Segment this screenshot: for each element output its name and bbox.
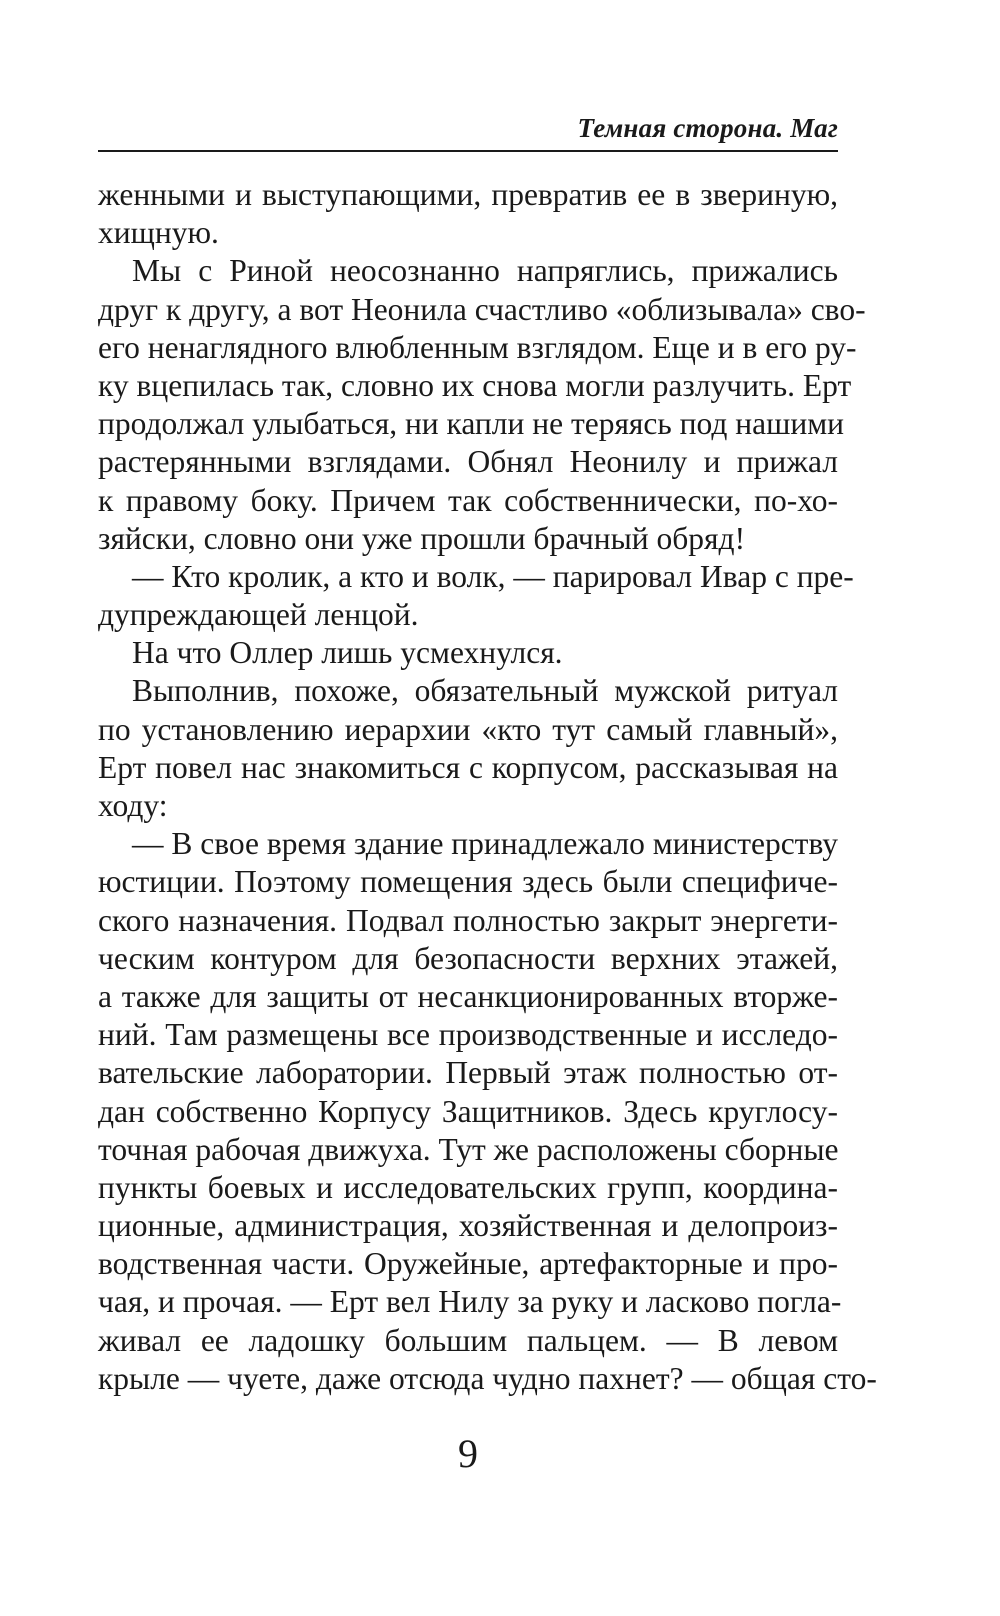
text-line: крыле — чуете, даже отсюда чудно пахнет? — общая сто- <box>98 1360 877 1396</box>
text-line: чая, и прочая. — Ерт вел Нилу за руку и ласково погла- <box>98 1284 842 1320</box>
text-line: дан собственно Корпусу Защитников. Здесь круглосу- <box>98 1093 838 1129</box>
text-line: его ненаглядного влюбленным взглядом. Еще и в его ру- <box>98 329 857 365</box>
text-line: На что Оллер лишь усмехнулся. <box>132 635 563 671</box>
header-rule <box>98 150 838 152</box>
text-line: к правому боку. Причем так собственнически, по-хо- <box>98 482 838 518</box>
text-line: Ерт повел нас знакомиться с корпусом, рассказывая на <box>98 749 838 785</box>
text-line: а также для защиты от несанкционированных вторже- <box>98 978 838 1014</box>
text-line: ческим контуром для безопасности верхних этажей, <box>98 940 838 976</box>
text-line: — Кто кролик, а кто и волк, — парировал Ивар с пре- <box>132 558 854 594</box>
text-line: хищную. <box>98 215 219 251</box>
text-line: женными и выступающими, превратив ее в звериную, <box>98 177 838 212</box>
page-number: 9 <box>458 1431 478 1476</box>
text-line: водственная части. Оружейные, артефакторные и про- <box>98 1246 838 1282</box>
text-line: ского назначения. Подвал полностью закрыт энергети- <box>98 902 838 938</box>
text-line: ходу: <box>98 788 168 823</box>
text-line: продолжал улыбаться, ни капли не теряясь под нашими <box>98 406 844 442</box>
text-line: — В свое время здание принадлежало министерству <box>132 826 838 862</box>
text-line: друг к другу, а вот Неонила счастливо «облизывала» сво- <box>98 291 866 327</box>
running-header-title: Темная сторона. Маг <box>577 113 838 143</box>
text-line: пункты боевых и исследовательских групп, координа- <box>98 1169 838 1205</box>
text-line: зяйски, словно они уже прошли брачный обряд! <box>98 520 746 556</box>
text-line: дупреждающей ленцой. <box>98 597 419 633</box>
text-line: ку вцепилась так, словно их снова могли разлучить. Ерт <box>98 367 852 403</box>
text-line: Мы с Риной неосознанно напряглись, прижались <box>132 253 838 289</box>
text-line: ционные, администрация, хозяйственная и делопроиз- <box>98 1208 838 1244</box>
text-line: вательские лаборатории. Первый этаж полностью от- <box>98 1055 838 1091</box>
text-line: по установлению иерархии «кто тут самый главный», <box>98 711 838 747</box>
text-line: ний. Там размещены все производственные и исследо- <box>98 1017 838 1053</box>
text-line: юстиции. Поэтому помещения здесь были специфиче- <box>98 864 838 900</box>
body-text <box>98 176 877 1398</box>
text-line: живал ее ладошку большим пальцем. — В левом <box>98 1322 838 1358</box>
text-line: Выполнив, похоже, обязательный мужской ритуал <box>132 673 838 709</box>
text-line: растерянными взглядами. Обнял Неонилу и прижал <box>98 444 838 480</box>
text-line: точная рабочая движуха. Тут же расположены сборные <box>98 1131 839 1167</box>
